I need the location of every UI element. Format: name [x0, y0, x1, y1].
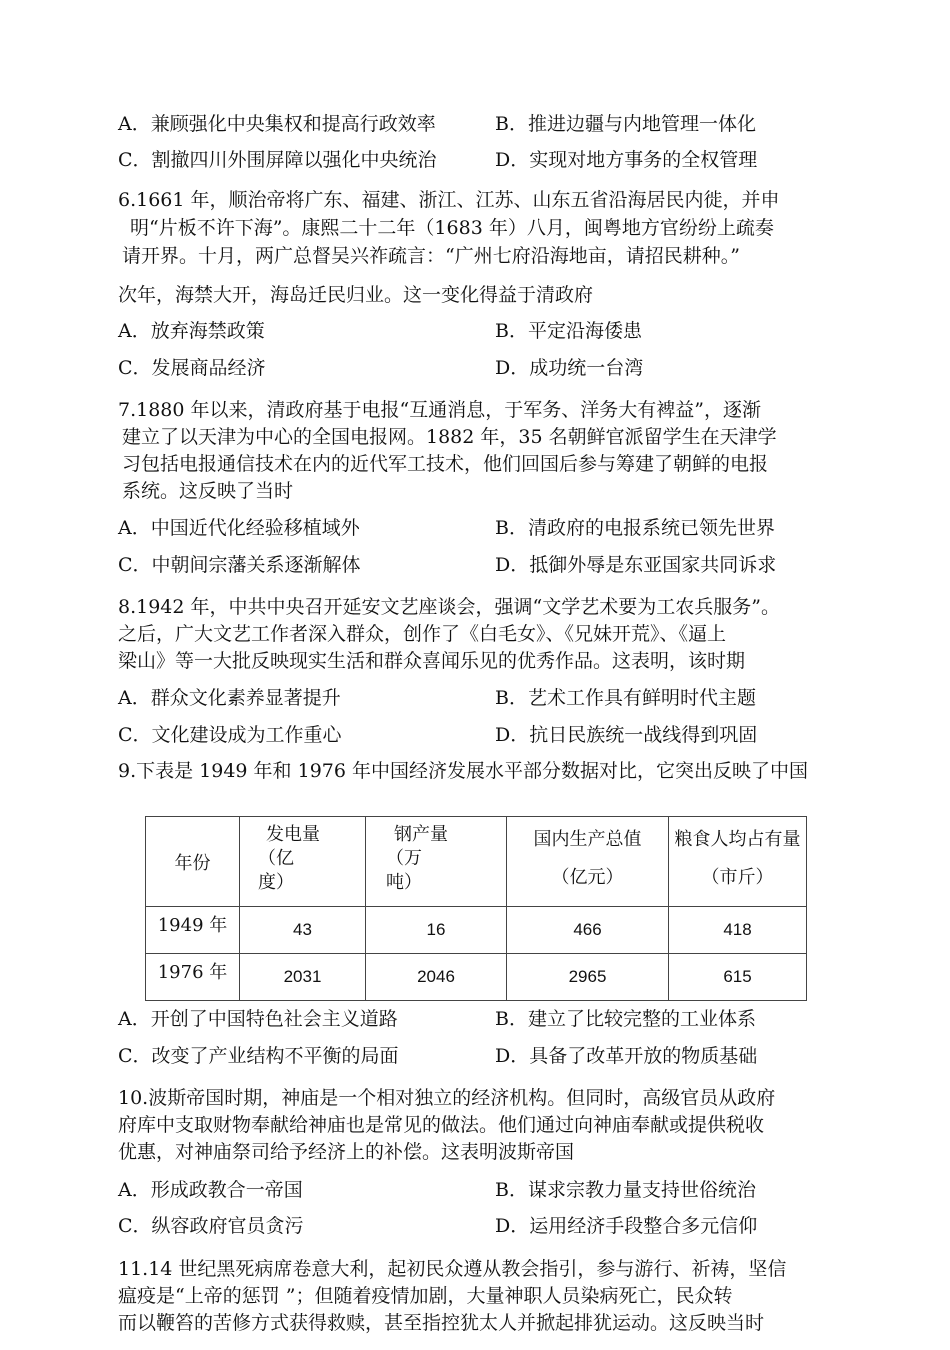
q10-line-2: 府库中支取财物奉献给神庙也是常见的做法。他们通过向神庙奉献或提供税收: [118, 1114, 765, 1136]
header-grain-line-1: 粮食人均占有量: [674, 829, 801, 850]
q7-option-a: A．中国近代化经验移植域外: [118, 517, 360, 539]
q6-line-3: 请开界。十月，两广总督吴兴祚疏言：“广州七府沿海地亩，请招民耕种。”: [122, 245, 740, 267]
q6-option-a: A．放弃海禁政策: [118, 320, 265, 342]
row-1949-grain: 418: [669, 907, 807, 954]
q8-option-c: C．文化建设成为工作重心: [118, 724, 342, 746]
row-1976-power: 2031: [240, 954, 366, 1001]
q9-option-d: D．具备了改革开放的物质基础: [495, 1045, 758, 1067]
row-1976-steel: 2046: [366, 954, 507, 1001]
q11-line-1: 11.14 世纪黑死病席卷意大利，起初民众遵从教会指引，参与游行、祈祷，坚信: [118, 1258, 787, 1280]
q6-line-4: 次年，海禁大开，海岛迁民归业。这一变化得益于清政府: [118, 284, 594, 306]
table-row: [146, 907, 807, 954]
q8-line-3: 梁山》等一大批反映现实生活和群众喜闻乐见的优秀作品。这表明，该时期: [118, 650, 746, 672]
header-steel: [366, 817, 507, 907]
q6-option-d: D．成功统一台湾: [495, 357, 644, 379]
q9-option-c: C．改变了产业结构不平衡的局面: [118, 1045, 399, 1067]
q8-option-d: D．抗日民族统一战线得到巩固: [495, 724, 758, 746]
q7-option-b: B．清政府的电报系统已领先世界: [495, 517, 775, 539]
table-header-row: [146, 817, 807, 907]
header-steel-line-1: 钢产量: [394, 824, 448, 845]
q10-option-a: A．形成政教合一帝国: [118, 1179, 303, 1201]
header-grain-line-2: （市斤）: [701, 867, 774, 888]
q8-option-b: B．艺术工作具有鲜明时代主题: [495, 687, 756, 709]
q11-line-2: 瘟疫是“上帝的惩罚 ”；但随着疫情加剧，大量神职人员染病死亡，民众转: [118, 1285, 733, 1307]
row-1949-year: 1949 年: [146, 907, 240, 954]
q10-line-1: 10.波斯帝国时期，神庙是一个相对独立的经济机构。但同时，高级官员从政府: [118, 1087, 776, 1109]
q6-option-b: B．平定沿海倭患: [495, 320, 642, 342]
q6-line-2: 明“片板不许下海”。康熙二十二年（1683 年）八月，闽粤地方官纷纷上疏奏: [130, 217, 774, 239]
header-gdp: [507, 817, 669, 907]
q9-line-1: 9.下表是 1949 年和 1976 年中国经济发展水平部分数据对比，它突出反映了中国: [118, 760, 808, 782]
q6-line-1: 6.1661 年，顺治帝将广东、福建、浙江、江苏、山东五省沿海居民内徙，并申: [118, 189, 780, 211]
row-1949-steel: 16: [366, 907, 507, 954]
q5-option-b: B．推进边疆与内地管理一体化: [495, 113, 756, 135]
q8-line-1: 8.1942 年，中共中央召开延安文艺座谈会，强调“文学艺术要为工农兵服务”。: [118, 596, 780, 618]
q7-line-3: 习包括电报通信技术在内的近代军工技术，他们回国后参与筹建了朝鲜的电报: [122, 453, 769, 475]
q7-option-d: D．抵御外辱是东亚国家共同诉求: [495, 554, 777, 576]
header-year: 年份: [146, 817, 240, 907]
q5-option-d: D．实现对地方事务的全权管理: [495, 149, 758, 171]
header-gdp-line-2: （亿元）: [551, 867, 624, 888]
q10-option-b: B．谋求宗教力量支持世俗统治: [495, 1179, 756, 1201]
q8-option-a: A．群众文化素养显著提升: [118, 687, 341, 709]
header-gdp-line-1: 国内生产总值: [533, 829, 642, 850]
q10-option-c: C．纵容政府官员贪污: [118, 1215, 304, 1237]
q8-line-2: 之后，广大文艺工作者深入群众，创作了《白毛女》、《兄妹开荒》、《逼上: [118, 623, 727, 645]
row-1949-power: 43: [240, 907, 366, 954]
header-power-line-2: （亿: [258, 848, 294, 869]
header-power-line-1: 发电量: [266, 824, 320, 845]
q9-option-a: A．开创了中国特色社会主义道路: [118, 1008, 398, 1030]
q7-option-c: C．中朝间宗藩关系逐渐解体: [118, 554, 361, 576]
q9-option-b: B．建立了比较完整的工业体系: [495, 1008, 756, 1030]
q7-line-4: 系统。这反映了当时: [122, 480, 294, 502]
header-power: [240, 817, 366, 907]
table-row: [146, 954, 807, 1001]
q5-option-a: A．兼顾强化中央集权和提高行政效率: [118, 113, 436, 135]
row-1976-grain: 615: [669, 954, 807, 1001]
row-1976-gdp: 2965: [507, 954, 669, 1001]
q10-option-d: D．运用经济手段整合多元信仰: [495, 1215, 758, 1237]
q11-line-3: 而以鞭笞的苦修方式获得救赎，甚至指控犹太人并掀起排犹运动。这反映当时: [118, 1312, 765, 1334]
q7-line-1: 7.1880 年以来，清政府基于电报“互通消息，于军务、洋务大有裨益”，逐渐: [118, 399, 761, 421]
q7-line-2: 建立了以天津为中心的全国电报网。1882 年，35 名朝鲜官派留学生在天津学: [122, 426, 777, 448]
row-1976-year: 1976 年: [146, 954, 240, 1001]
q5-option-c: C．割撤四川外围屏障以强化中央统治: [118, 149, 437, 171]
header-steel-line-3: 吨）: [386, 872, 422, 893]
economy-data-table: [145, 816, 807, 1001]
header-power-line-3: 度）: [258, 872, 294, 893]
header-grain: [669, 817, 807, 907]
q6-option-c: C．发展商品经济: [118, 357, 266, 379]
header-steel-line-2: （万: [386, 848, 422, 869]
row-1949-gdp: 466: [507, 907, 669, 954]
q10-line-3: 优惠，对神庙祭司给予经济上的补偿。这表明波斯帝国: [118, 1141, 575, 1163]
